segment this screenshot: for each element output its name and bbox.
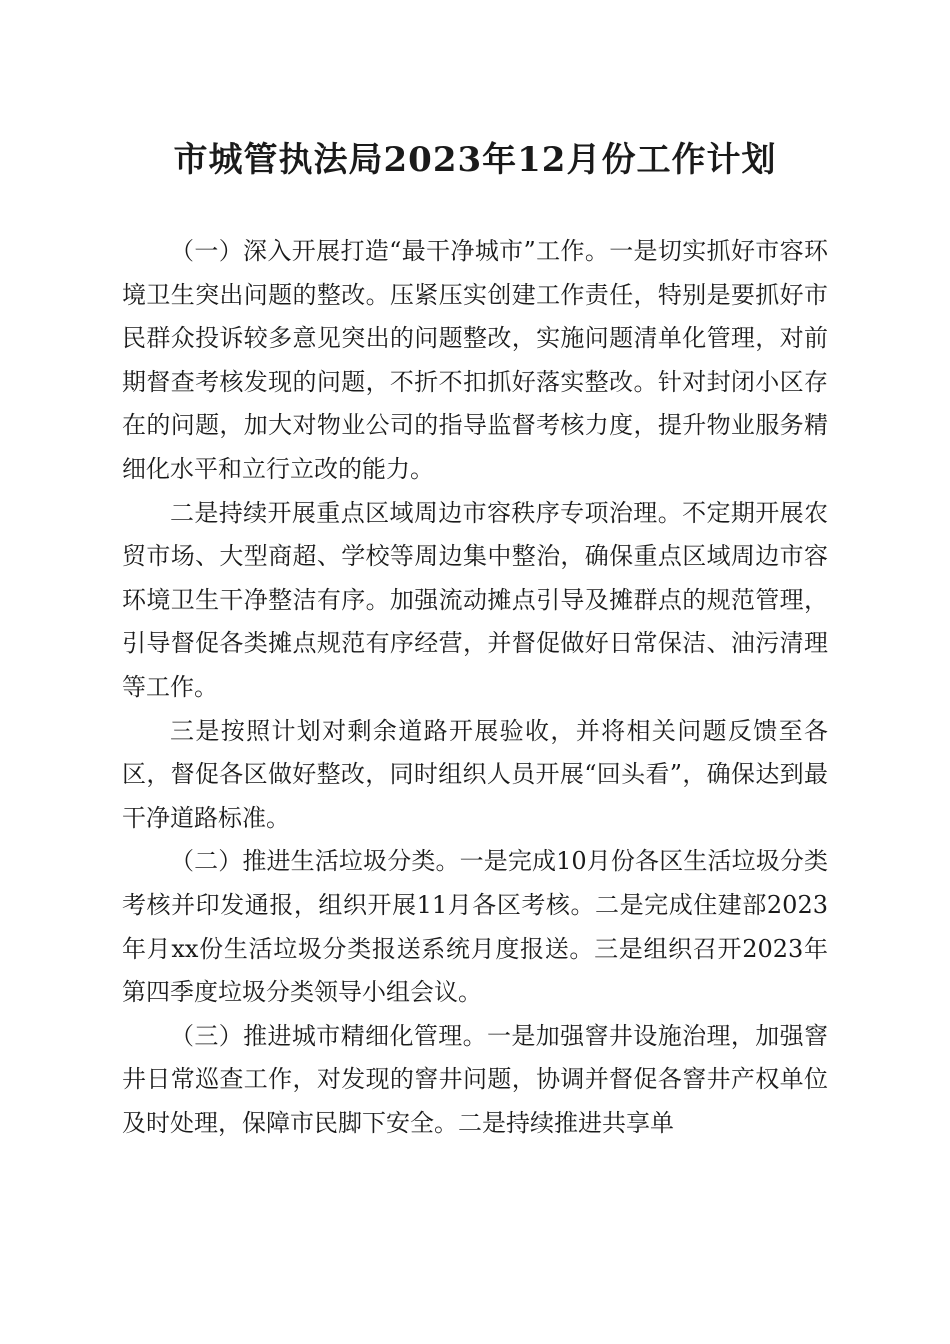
paragraph-section-3: （三）推进城市精细化管理。一是加强窨井设施治理，加强窨井日常巡查工作，对发现的窨井问题，协调并督促各窨井产权单位及时处理，保障市民脚下安全。二是持续推进共享单 (122, 1021, 828, 1137)
document-body (122, 230, 828, 1145)
paragraph-section-2: （二）推进生活垃圾分类。一是完成10月份各区生活垃圾分类考核并印发通报，组织开展11月各区考核。二是完成住建部2023年月xx份生活垃圾分类报送系统月度报送。三是组织召开2023年第四季度垃圾分类领导小组会议。 (122, 847, 828, 1007)
document-title: 市城管执法局2023年12月份工作计划 (173, 140, 777, 180)
paragraph-section-1-item-3: 三是按照计划对剩余道路开展验收，并将相关问题反馈至各区，督促各区做好整改，同时组织人员开展“回头看”，确保达到最干净道路标准。 (122, 716, 828, 832)
paragraph-section-1-item-1: （一）深入开展打造“最干净城市”工作。一是切实抓好市容环境卫生突出问题的整改。压紧压实创建工作责任，特别是要抓好市民群众投诉较多意见突出的问题整改，实施问题清单化管理，对前期督查考核发现的问题，不折不扣抓好落实整改。针对封闭小区存在的问题，加大对物业公司的指导监督考核力度，提升物业服务精细化水平和立行立改的能力。 (122, 237, 828, 483)
paragraph-section-1-item-2: 二是持续开展重点区域周边市容秩序专项治理。不定期开展农贸市场、大型商超、学校等周边集中整治，确保重点区域周边市容环境卫生干净整洁有序。加强流动摊点引导及摊群点的规范管理，引导督促各类摊点规范有序经营，并督促做好日常保洁、油污清理等工作。 (122, 498, 828, 701)
